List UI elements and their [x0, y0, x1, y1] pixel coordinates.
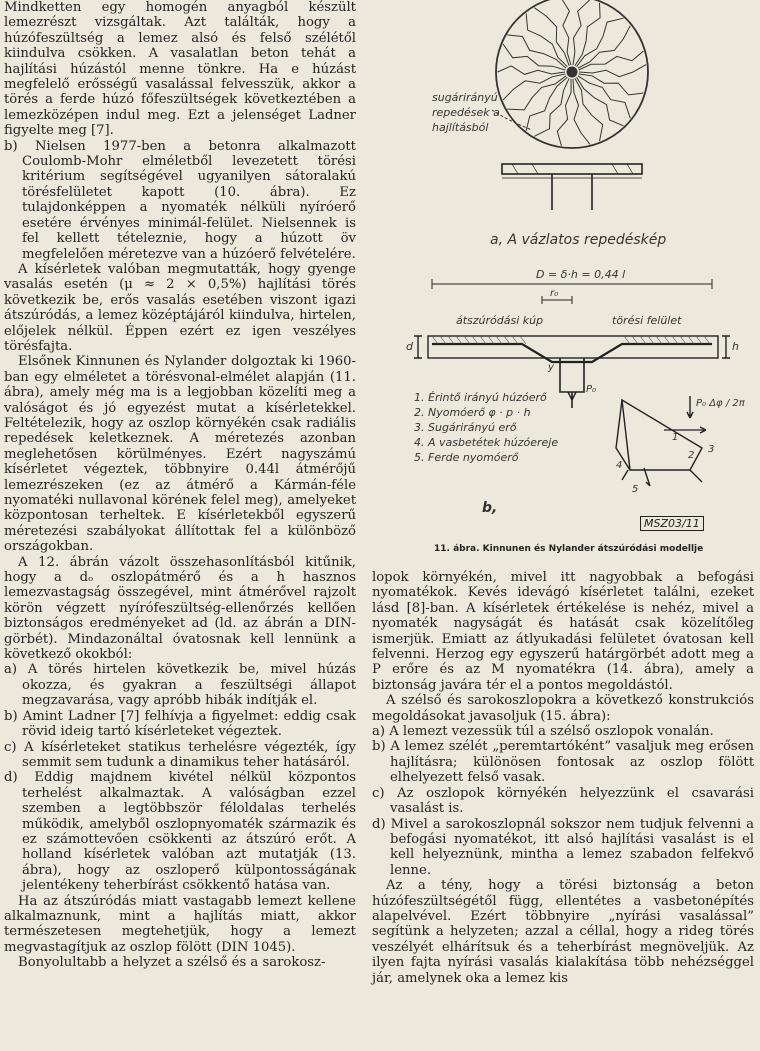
hatch — [432, 336, 710, 344]
hatch-line — [672, 336, 678, 344]
crack-line — [575, 3, 600, 66]
hatch-line — [440, 336, 446, 344]
crack-line — [578, 76, 630, 119]
crack-line — [526, 13, 567, 66]
crack-line — [575, 78, 603, 141]
hatch-line — [696, 336, 702, 344]
crack-line — [577, 18, 624, 66]
list-item: c) Az oszlopok környékén helyezzünk el csavarási vasalást is. — [372, 785, 754, 817]
wedge-detail — [616, 396, 706, 486]
slab-section — [502, 164, 642, 174]
h-label: h — [732, 340, 739, 353]
paragraph: lopok környékén, mivel itt nagyobbak a befogási nyomatékok. Kevés idevágó kísérletet találni, ezeket lásd [8]-ban. A kísérletek értékelése is nehéz, mivel a nyomaték nagyságát és hatását csak közelítőleg ismerjük. Emiatt az átlyukadási felületet óvatosan kell felvenni. Herzog egy egyszerű határgörbét adott meg a P erőre és az M nyomatékra (14. ábra), amely a biztonság javára tér el a pontos megoldástól. — [372, 570, 754, 693]
hatch-line — [496, 336, 502, 344]
hatch-line — [704, 336, 710, 344]
list-item: b) Nielsen 1977-ben a betonra alkalmazott Coulomb-Mohr elméletből levezetett törési kritérium segítségével ugyanilyen sátoralakú törésfelületet kapott (10. ábra). Ez tulajdonképpen a nyomaték nélküli nyíróerő esetére érvényes minimál-felület. Nielsennek is fel kellett tételeznie, hogy a húzott öv megfelelően méretezve van a húzóerő felvételére. — [4, 138, 356, 262]
force-label: P₀ Δφ / 2π — [696, 398, 745, 409]
crack-line — [507, 76, 566, 110]
hatch-line — [512, 336, 518, 344]
figure-code: MSZ03/11 — [640, 516, 704, 531]
caption-b: b, — [482, 500, 498, 516]
paragraph: Bonyolultabb a helyzet a szélső és a sarokosz- — [18, 955, 326, 971]
list-item: d) Eddig majdnem kivétel nélkül központos terhelést alkalmaztak. A valóságban ezzel szemben a legtöbbször féloldalas terhelés működik, amelyből oszlopnyomaték származik és ez számottevően csökkenti az átszúró erőt. A holland kísérletek valóban azt mutatják (13. ábra), hogy az oszloperő külpontosságának jelentékeny teherbírást csökkentő hatása van. — [4, 770, 356, 894]
crack-label-line-1: sugárirányú — [432, 91, 498, 104]
list-item: b) A lemez szélét „peremtartóként” vasaljuk meg erősen hajlításra; különösen fontosak az oszlop fölött elhelyezett felső vasak. — [372, 739, 754, 786]
paragraph: Ha az átszúródás miatt vastagabb lemezt kellene alkalmaznunk, mint a hajlítás miatt, akkor természetesen megtehetjük, hogy a lemezt megvastagítjuk az oszlop fölött (DIN 1045). — [4, 893, 356, 955]
r0-label: r₀ — [550, 288, 559, 299]
num-2: 2 — [688, 450, 695, 461]
hatch-line — [624, 336, 630, 344]
right-column — [372, 570, 754, 986]
crack-label-line-2: repedések a — [432, 106, 500, 119]
crack-label — [432, 90, 500, 135]
legend — [414, 390, 558, 465]
crack-label-line-3: hajlításból — [432, 121, 489, 134]
hatch-line — [688, 336, 694, 344]
paragraph: Mindketten egy homogén anyagból készült lemezrészt vizsgáltak. Azt találták, hogy a húzófeszültség a lemez alsó és felső szélétől kiindulva csökken. A vasalatlan beton tehát a hajlítási húzástól menne tönkre. Ha e húzást megfelelő erősségű vasalással felvesszük, akkor a törés a ferde húzó főfeszültségek következtében a lemezközépen indul meg. Ezt a jelenséget Ladner figyelte meg [7]. — [4, 0, 356, 139]
caption-a: a, A vázlatos repedéskép — [490, 232, 667, 248]
dim-d-label: D = δ·h = 0,44 l — [536, 268, 626, 281]
crack-line — [573, 79, 590, 144]
hatch-line — [648, 336, 654, 344]
d-label: d — [406, 340, 413, 353]
hatch-line — [632, 336, 638, 344]
hatch-line — [664, 336, 670, 344]
num-4: 4 — [616, 460, 623, 471]
crack-line — [507, 35, 566, 68]
feluelet-label: törési felület — [612, 314, 682, 327]
legend-item-1: 1. Érintő irányú húzóerő — [414, 391, 547, 404]
list-item: d) Mivel a sarokoszlopnál sokszor nem tudjuk felvenni a befogási nyomatékot, itt alsó hajlítási vasalást is el kell helyeznünk, mintha a lemez szabadon felfekvő lenne. — [372, 816, 754, 878]
list-item: c) A kísérleteket statikus terhelésre végezték, így semmit sem tudunk a dinamikus teher hatásáról. — [4, 739, 356, 770]
legend-item-4: 4. A vasbetétek húzóereje — [414, 436, 559, 449]
hatch-line — [520, 336, 526, 344]
paragraph: A 12. ábrán vázolt összehasonlításból kitűnik, hogy a dₒ oszlopátmérő és a h hasznos lemezvastagság összegével, mint átmérővel rajzolt körön végzett nyírófeszültség-ellenőrzés kellően biztonságos eredményeket ad (ld. az ábrán a DIN-görbét). Mindazonáltal óvatosnak kell lennünk a következő okokból: — [4, 554, 356, 663]
list-item: a) A lemezt vezessük túl a szélső oszlopok vonalán. — [372, 724, 714, 740]
left-column — [4, 0, 356, 971]
kup-label: átszúródási kúp — [456, 314, 544, 327]
legend-item-3: 3. Sugárirányú erő — [414, 421, 517, 434]
hatch-line — [472, 336, 478, 344]
hatch-line — [680, 336, 686, 344]
hatch-line — [432, 336, 438, 344]
crack-line — [579, 74, 644, 95]
num-1: 1 — [672, 432, 679, 443]
num-3: 3 — [708, 444, 715, 455]
paragraph: Az a tény, hogy a törési biztonság a beton húzófeszültségétől függ, ellentétes a vasbetonépítés alapelvével. Ezért többnyire „nyírási vasalással” segítünk a helyzeten; azzal a céllal, hogy a rideg törés veszélyét elhárítsuk és a teherbírást megnöveljük. Az ilyen fajta nyírási vasalás kialakítása több nehézséggel jár, amelynek oka a lemez kis — [372, 878, 754, 986]
hatch-line — [640, 336, 646, 344]
num-5: 5 — [632, 484, 639, 495]
figure-caption: 11. ábra. Kinnunen és Nylander átszúródási modellje — [434, 544, 704, 554]
column-dot — [567, 67, 577, 77]
crack-line — [561, 0, 571, 65]
hatch-line — [448, 336, 454, 344]
figure-drawing — [372, 0, 758, 562]
hatch-line — [464, 336, 470, 344]
list-item: a) A törés hirtelen következik be, mivel húzás okozza, és gyakran a feszültségi állapot megzavarása, vagy apróbb hibák indítják el. — [4, 662, 356, 709]
legend-item-2: 2. Nyomóerő φ · p · h — [414, 406, 531, 419]
paragraph: A szélső és sarokoszlopokra a következő konstrukciós megoldásokat javasoljuk (15. ábra): — [372, 693, 754, 724]
paragraph: A kísérletek valóban megmutatták, hogy gyenge vasalás esetén (μ ≈ 2 × 0,5%) hajlítási törés következik be, erős vasalás esetében viszont igazi átszúródás, a lemez középtájáról kiindulva, hirtelen, előjelek nélkül. Éppen ezért ez igen veszélyes törésfajta. — [4, 261, 356, 354]
paragraph: Elsőnek Kinnunen és Nylander dolgoztak ki 1960-ban egy elméletet a törésvonal-elmélet alapján (11. ábra), amely még ma is a legjobban közelíti meg a valóságot és jó egyezést mutat a kísérletekkel. Feltételezik, hogy az oszlop környékén csak radiális repedések keletkeznek. A méretezés azonban meglehetősen körülményes. Ezért nagyszámú kísérletet végeztek, többnyire 0.44l átmérőjű lemezrészeken (ez az átmérő a Kármán-féle nyomatéki nullavonal körének felel meg), amelyeket központosan terheltek. E kísérletekből egyszerű méretezési szabályokat állítottak fel a különböző országokban. — [4, 354, 356, 555]
hatch-line — [488, 336, 494, 344]
p-label: P₀ — [586, 384, 597, 395]
legend-item-5: 5. Ferde nyomóerő — [414, 451, 519, 464]
hatch-line — [480, 336, 486, 344]
y-label: y — [548, 362, 554, 373]
hatch-line — [656, 336, 662, 344]
list-item: b) Amint Ladner [7] felhívja a figyelmet: eddig csak rövid ideig tartó kísérleteket végeztek. — [4, 708, 356, 740]
crack-line — [579, 65, 646, 77]
crack-line — [534, 78, 569, 136]
hatch-line — [456, 336, 462, 344]
figure-11 — [372, 0, 758, 562]
hatch-line — [504, 336, 510, 344]
crack-line — [577, 77, 624, 126]
